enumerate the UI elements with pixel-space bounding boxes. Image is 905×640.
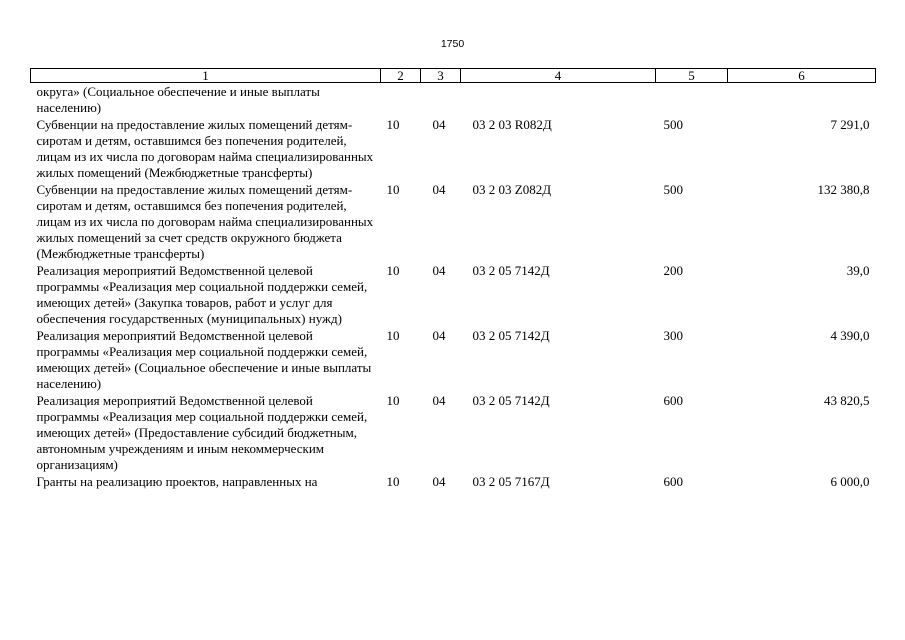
row-section: 10 bbox=[386, 328, 400, 343]
continuation-text: округа» (Социальное обеспечение и иные выплаты населению) bbox=[36, 84, 320, 115]
table-row bbox=[31, 116, 876, 181]
table-row bbox=[31, 392, 876, 473]
row-name: Реализация мероприятий Ведомственной целевой программы «Реализация мер социальной поддержки семей, имеющих детей» (Социальное обеспечение и иные выплаты населению) bbox=[36, 328, 372, 391]
row-subsection: 04 bbox=[432, 263, 446, 278]
row-section: 10 bbox=[386, 263, 400, 278]
row-name: Субвенции на предоставление жилых помещений детям-сиротам и детям, оставшимся без попечения родителей, лицам из их числа по договорам найма специализированных жилых помещений за счет средств окружного бюджета (Межбюджетные трансферты) bbox=[36, 182, 374, 261]
continuation-row bbox=[31, 83, 876, 117]
table-row bbox=[31, 262, 876, 327]
row-target-code: 03 2 05 7142Д bbox=[472, 263, 550, 278]
row-target-code: 03 2 03 R082Д bbox=[472, 117, 552, 132]
column-header-6: 6 bbox=[728, 69, 876, 83]
column-header-3: 3 bbox=[421, 69, 461, 83]
row-sum: 4 390,0 bbox=[830, 328, 870, 343]
row-expense-type: 600 bbox=[663, 393, 683, 408]
column-header-5: 5 bbox=[656, 69, 728, 83]
row-subsection: 04 bbox=[432, 393, 446, 408]
page-number: 1750 bbox=[440, 38, 465, 50]
table-row bbox=[31, 181, 876, 262]
row-sum: 6 000,0 bbox=[830, 474, 870, 489]
table-row bbox=[31, 473, 876, 490]
row-subsection: 04 bbox=[432, 474, 446, 489]
row-section: 10 bbox=[386, 393, 400, 408]
row-target-code: 03 2 05 7167Д bbox=[472, 474, 550, 489]
row-expense-type: 600 bbox=[663, 474, 683, 489]
row-subsection: 04 bbox=[432, 328, 446, 343]
table-header-row bbox=[31, 69, 876, 83]
column-header-1: 1 bbox=[31, 69, 381, 83]
row-sum: 132 380,8 bbox=[817, 182, 870, 197]
row-sum: 43 820,5 bbox=[824, 393, 870, 408]
row-target-code: 03 2 05 7142Д bbox=[472, 328, 550, 343]
row-subsection: 04 bbox=[432, 182, 446, 197]
row-expense-type: 200 bbox=[663, 263, 683, 278]
budget-table bbox=[30, 68, 876, 490]
row-sum: 7 291,0 bbox=[830, 117, 870, 132]
row-sum: 39,0 bbox=[846, 263, 870, 278]
row-name: Гранты на реализацию проектов, направленных на bbox=[36, 474, 318, 489]
row-expense-type: 500 bbox=[663, 117, 683, 132]
row-target-code: 03 2 03 Z082Д bbox=[472, 182, 552, 197]
row-target-code: 03 2 05 7142Д bbox=[472, 393, 550, 408]
row-name: Реализация мероприятий Ведомственной целевой программы «Реализация мер социальной поддержки семей, имеющих детей» (Закупка товаров, работ и услуг для обеспечения государственных (муниципальных) нужд) bbox=[36, 263, 368, 326]
row-expense-type: 300 bbox=[663, 328, 683, 343]
row-expense-type: 500 bbox=[663, 182, 683, 197]
table-row bbox=[31, 327, 876, 392]
column-header-4: 4 bbox=[461, 69, 656, 83]
row-section: 10 bbox=[386, 117, 400, 132]
row-subsection: 04 bbox=[432, 117, 446, 132]
row-section: 10 bbox=[386, 474, 400, 489]
row-section: 10 bbox=[386, 182, 400, 197]
row-name: Субвенции на предоставление жилых помещений детям-сиротам и детям, оставшимся без попечения родителей, лицам из их числа по договорам найма специализированных жилых помещений (Межбюджетные трансферты) bbox=[36, 117, 374, 180]
row-name: Реализация мероприятий Ведомственной целевой программы «Реализация мер социальной поддержки семей, имеющих детей» (Предоставление субсидий бюджетным, автономным учреждениям и иным некоммерческим организациям) bbox=[36, 393, 368, 472]
column-header-2: 2 bbox=[381, 69, 421, 83]
